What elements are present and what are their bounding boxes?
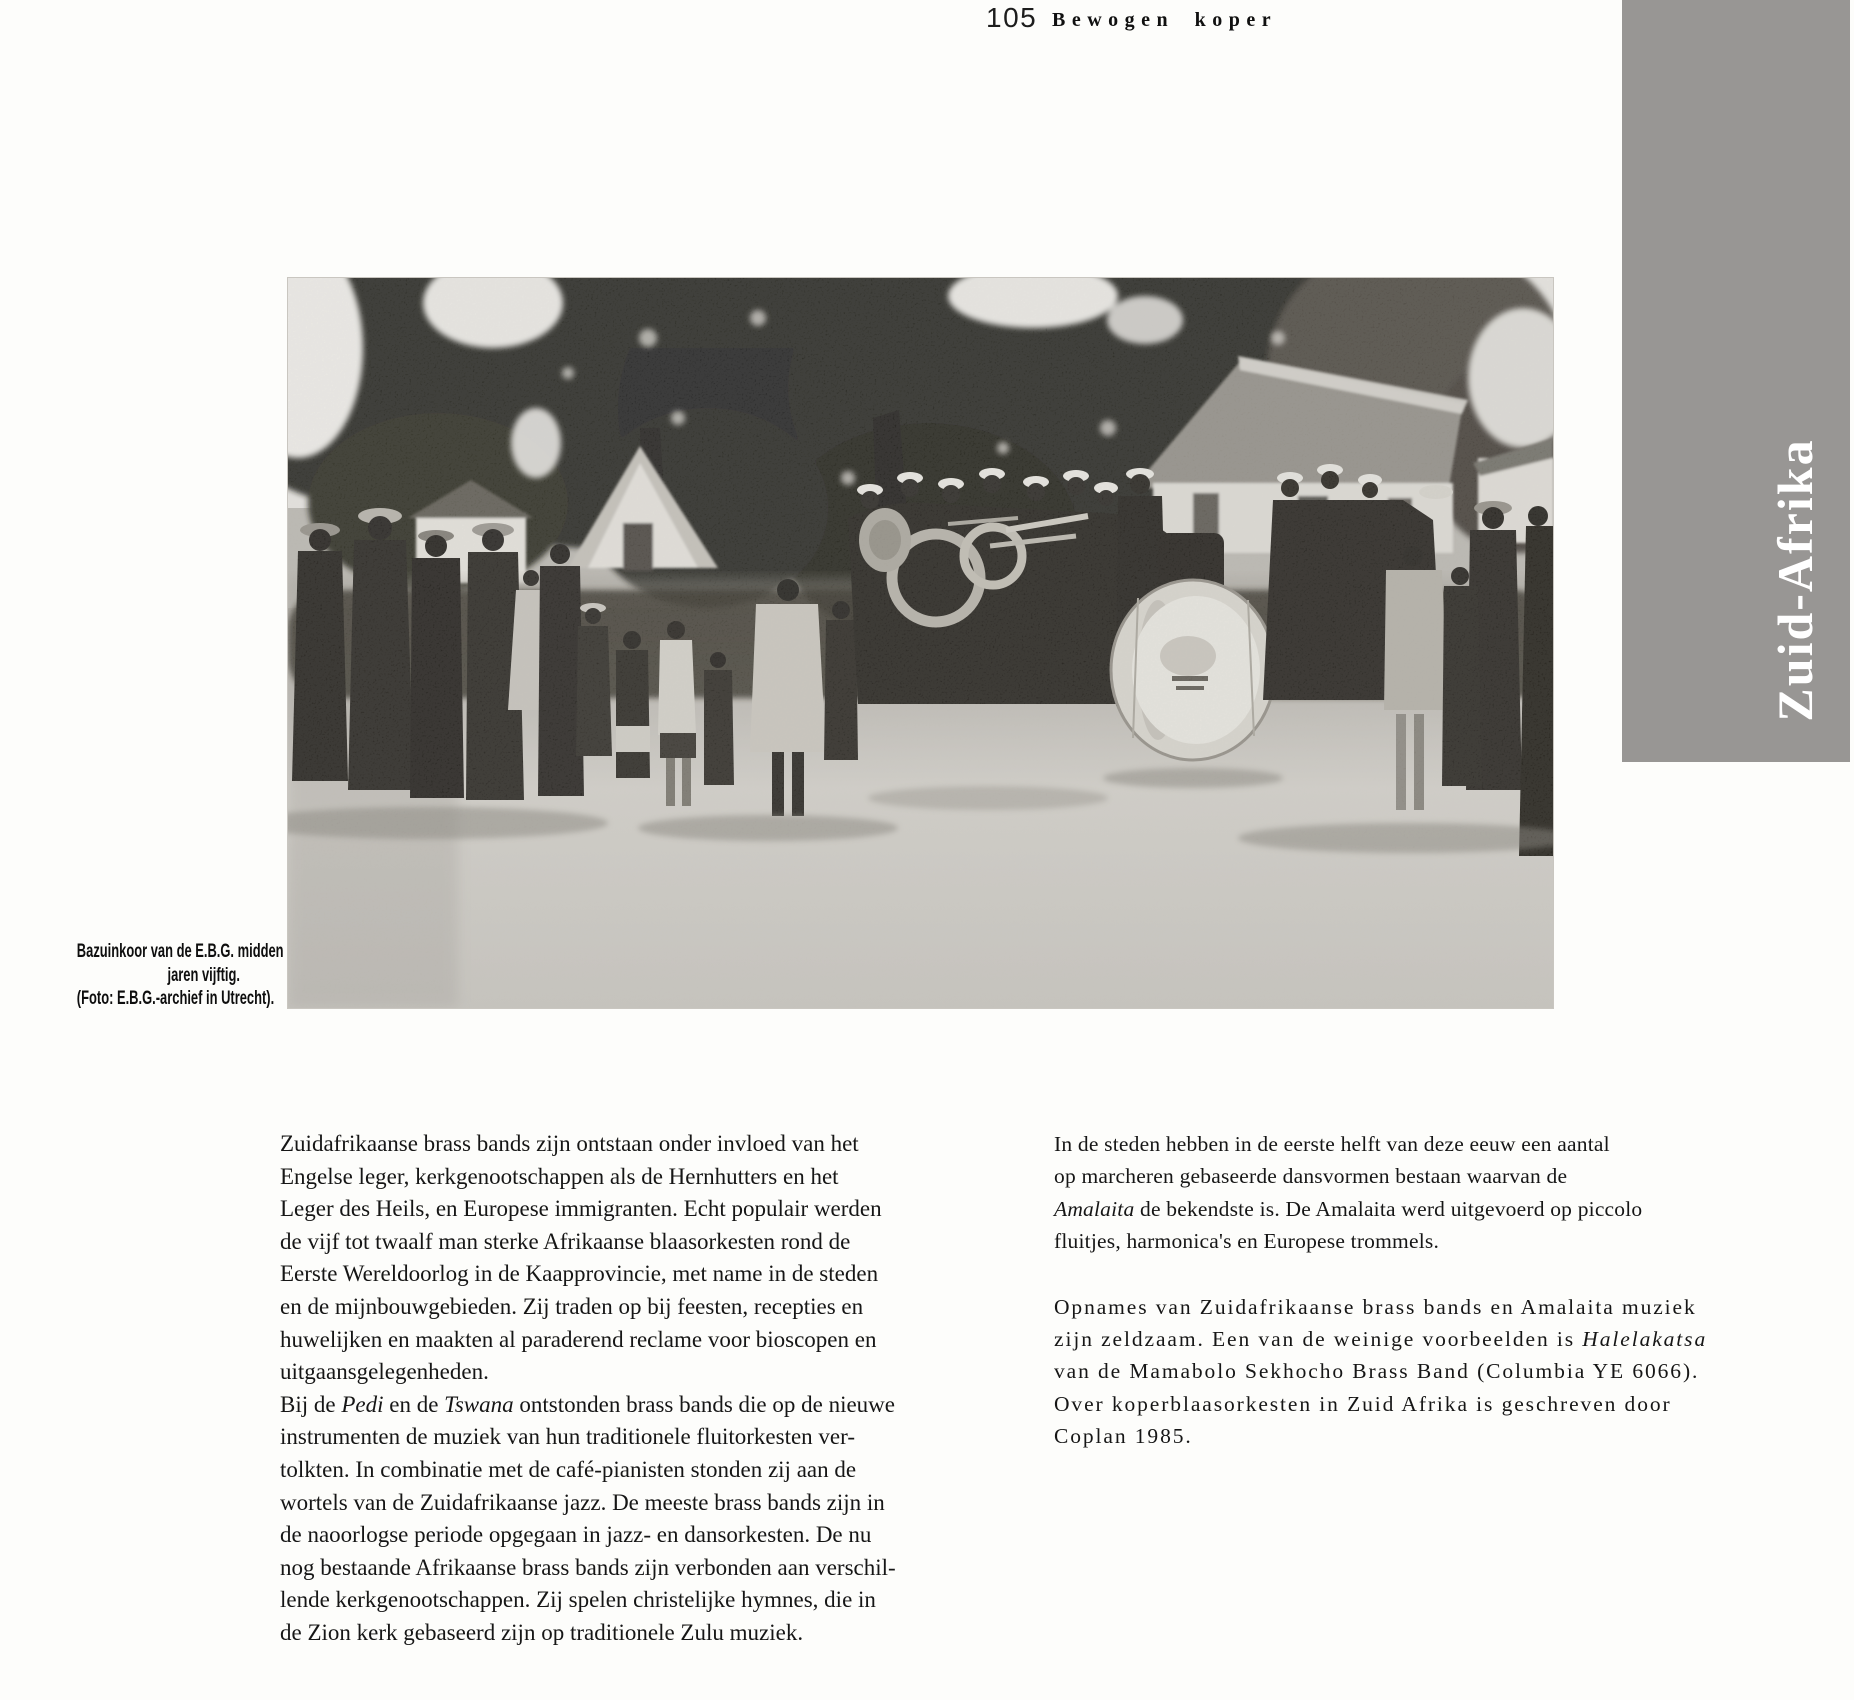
band-photo (288, 278, 1553, 1008)
text-run-italic: Pedi (341, 1391, 384, 1417)
text-line (280, 1389, 1050, 1422)
page-number: 105 (986, 2, 1038, 33)
chapter-title: Bewogen koper (1052, 9, 1278, 31)
photo-caption (76, 940, 284, 1011)
text-line (1054, 1193, 1643, 1225)
text-run-italic: Tswana (444, 1391, 514, 1417)
text-line: de vijf tot twaalf man sterke Afrikaanse blaasorkesten rond de (280, 1228, 851, 1254)
caption-line: jaren vijftig. (167, 964, 240, 986)
photo-grain-overlay (288, 278, 1553, 1008)
text-line: de Zion kerk gebaseerd zijn op traditionele Zulu muziek. (280, 1619, 804, 1645)
text-run: Bij de (280, 1391, 342, 1417)
text-line: de naoorlogse periode opgegaan in jazz- en dansorkesten. De nu (280, 1522, 872, 1548)
text-line: Engelse leger, kerkgenootschappen als de Hernhutters en het (280, 1163, 839, 1189)
text-line: tolkten. In combinatie met de café-pianisten stonden zij aan de (280, 1456, 857, 1482)
paragraph-gap (1054, 1258, 1574, 1291)
text-line: Eerste Wereldoorlog in de Kaapprovincie, met name in de steden (280, 1261, 879, 1287)
text-run-italic: Halelakatsa (1582, 1327, 1708, 1352)
body-left-column (280, 1128, 1050, 1650)
caption-line: (Foto: E.B.G.-archief in Utrecht). (76, 988, 275, 1009)
text-line (1054, 1323, 1708, 1355)
section-tab-label: Zuid-Afrika (1767, 438, 1823, 722)
text-line: Zuidafrikaanse brass bands zijn ontstaan onder invloed van het (280, 1131, 859, 1156)
text-run: en de (383, 1391, 445, 1417)
text-line: lende kerkgenootschappen. Zij spelen christelijke hymnes, die in (280, 1587, 876, 1613)
text-line: In de steden hebben in de eerste helft van deze eeuw een aantal (1054, 1132, 1610, 1156)
text-line: Opnames van Zuidafrikaanse brass bands en Amalaita muziek (1054, 1294, 1697, 1319)
text-run: ontstonden brass bands die op de nieuwe (513, 1391, 895, 1417)
text-line: instrumenten de muziek van hun traditionele fluitorkesten ver- (280, 1424, 855, 1450)
text-run: zijn zeldzaam. Een van de weinige voorbeelden is (1054, 1327, 1583, 1352)
text-run: de bekendste is. De Amalaita werd uitgevoerd op piccolo (1134, 1196, 1643, 1221)
text-line: huwelijken en maakten al paraderend reclame voor bioscopen en (280, 1326, 877, 1352)
text-line: fluitjes, harmonica's en Europese trommels. (1054, 1229, 1440, 1254)
text-line: Coplan 1985. (1054, 1424, 1193, 1449)
section-tab (1622, 0, 1850, 762)
text-line: en de mijnbouwgebieden. Zij traden op bij feesten, recepties en (280, 1293, 864, 1319)
text-line: op marcheren gebaseerde dansvormen bestaan waarvan de (1054, 1164, 1568, 1189)
body-right-column (1054, 1128, 1708, 1453)
text-line: van de Mamabolo Sekhocho Brass Band (Columbia YE 6066). (1054, 1359, 1700, 1384)
text-run-italic: Amalaita (1054, 1196, 1135, 1221)
text-line: wortels van de Zuidafrikaanse jazz. De meeste brass bands zijn in (280, 1489, 885, 1515)
text-line: Over koperblaasorkesten in Zuid Afrika is geschreven door (1054, 1391, 1672, 1416)
text-line: uitgaansgelegenheden. (280, 1359, 489, 1385)
caption-line: Bazuinkoor van de E.B.G. midden (76, 941, 284, 962)
text-line: Leger des Heils, en Europese immigranten. Echt populair werden (280, 1196, 882, 1222)
text-line: nog bestaande Afrikaanse brass bands zijn verbonden aan verschil- (280, 1554, 896, 1580)
